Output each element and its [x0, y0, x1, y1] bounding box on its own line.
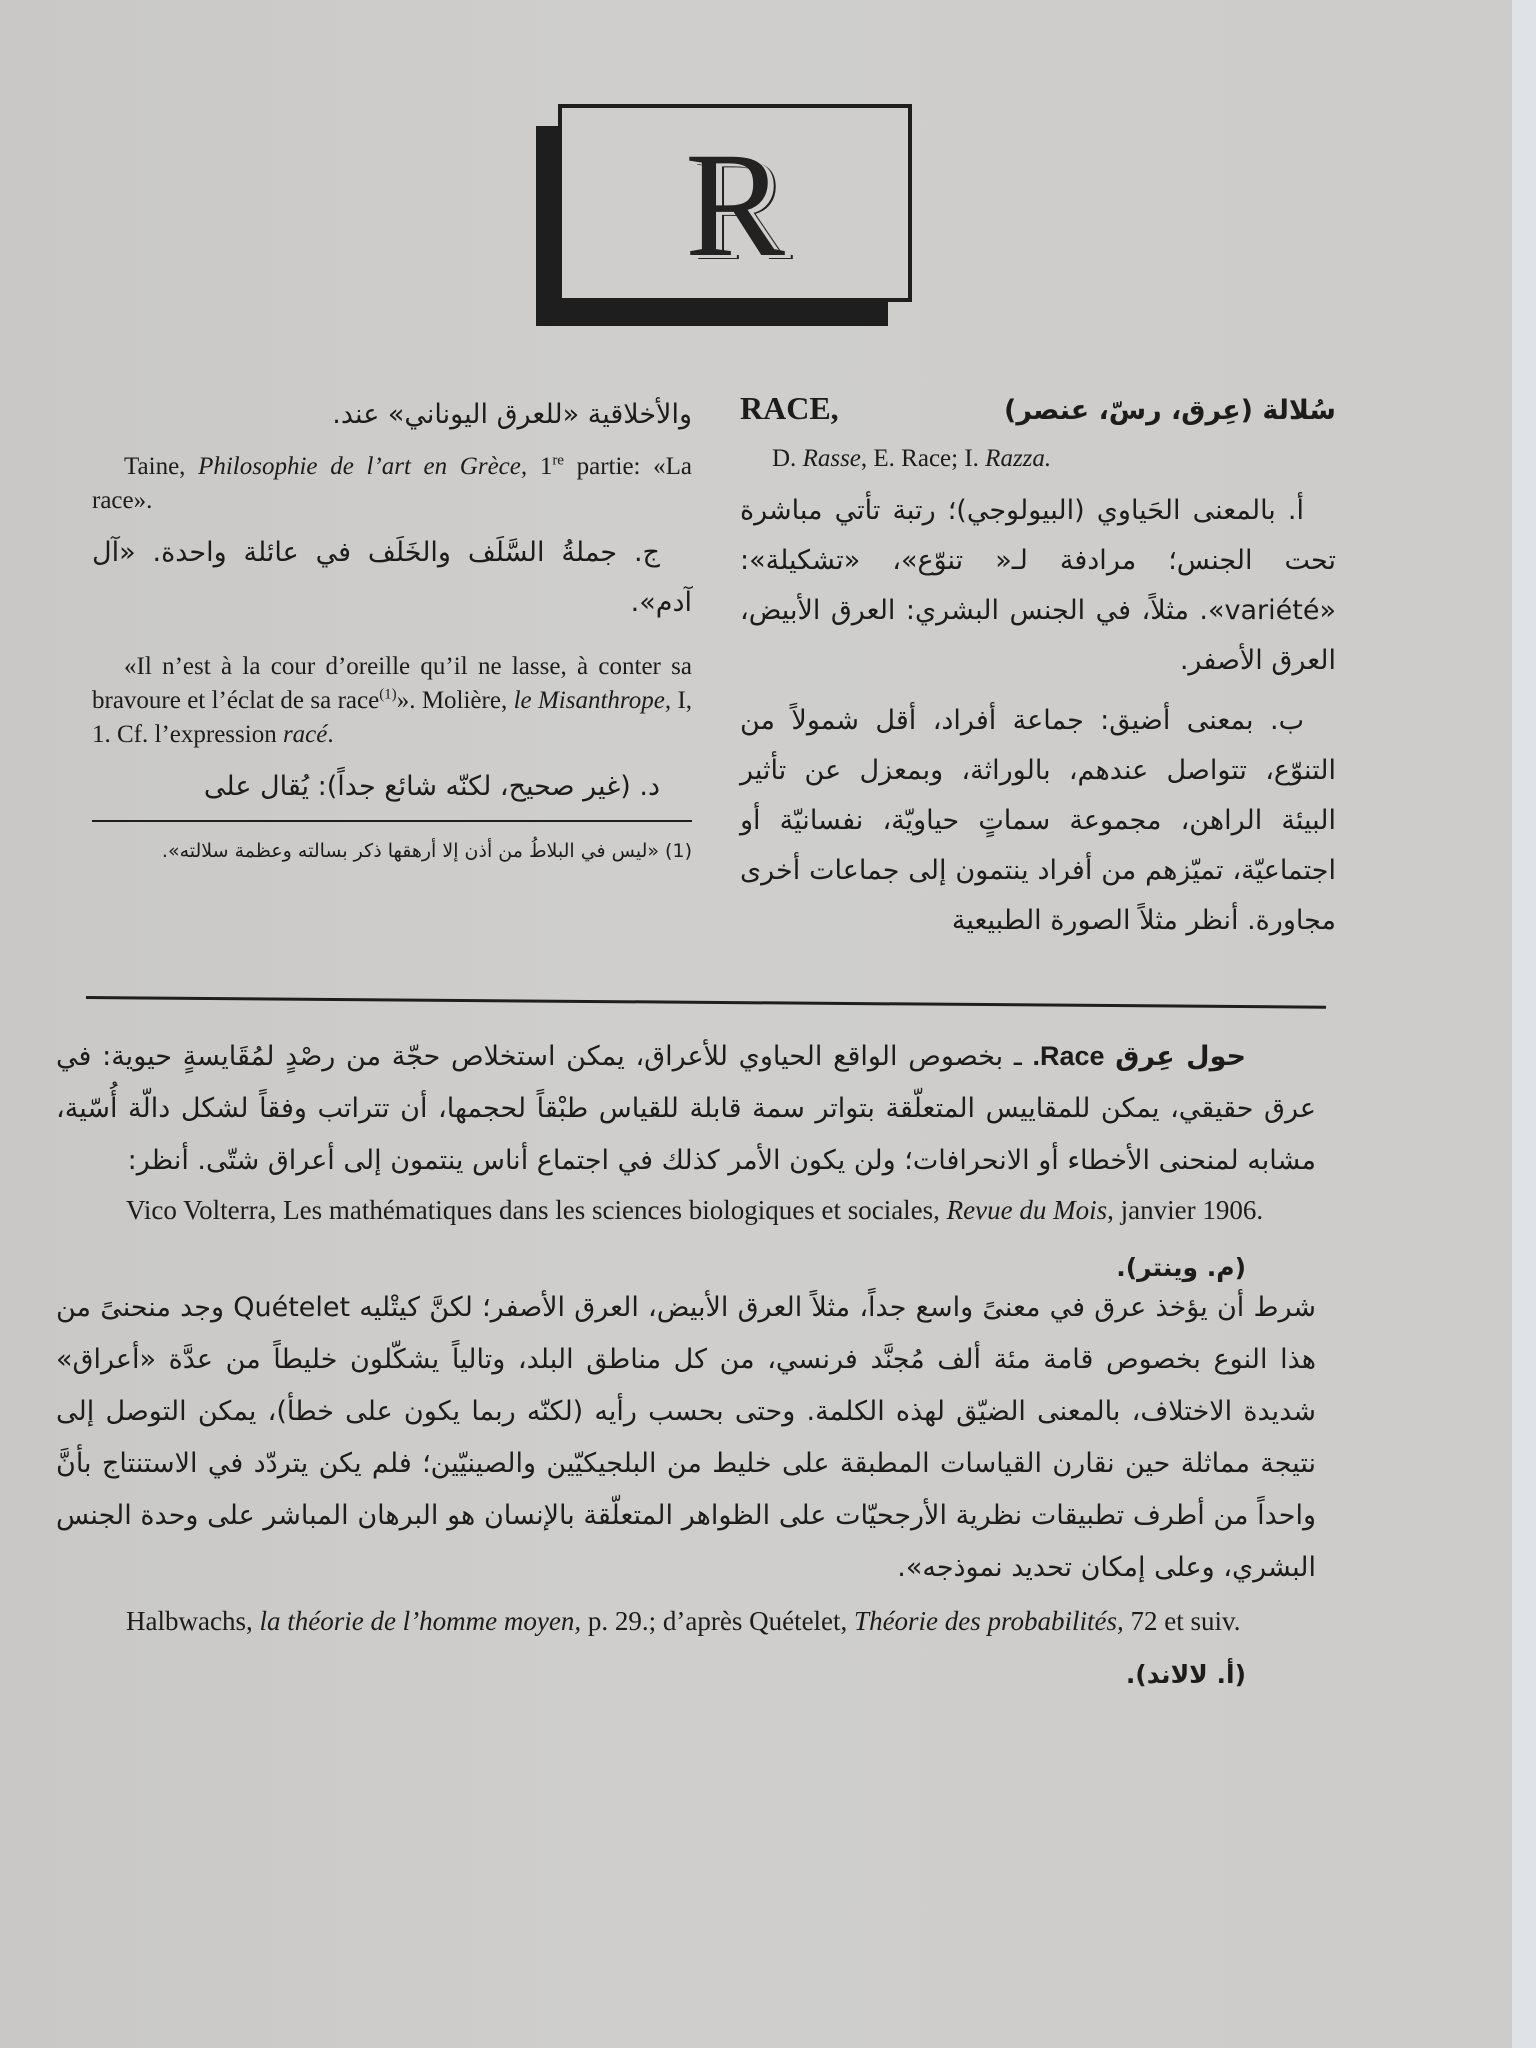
ref-end: 72 et suiv. [1130, 1606, 1241, 1636]
commentary-paragraph-2: شرط أن يؤخذ عرق في معنىً واسع جداً، مثلاً العرق الأبيض، العرق الأصفر؛ لكنَّ كيتْليه Quételet وجد منحنىً من هذا النوع بخصوص قامة مئة ألف مُجنَّد فرنسي، من كل مناطق البلد، وتالياً يشكّلون خليطاً من عدَّة «أعراق» شديدة الاختلاف، بالمعنى الضيّق لهذه الكلمة. وحتى بحسب رأيه (لكنّه ربما يكون على خطأ)، يمكن التوصل إلى نتيجة مماثلة حين نقارن القياسات المطبقة على خليط من البلجيكيّين والصينيّين؛ فلم يكن يتردّد في الاستنتاج بأنَّ واحداً من أطرف تطبيقات نظرية الأرجحيّات على الظواهر المتعلّقة بالإنسان هو البرهان المباشر على وحدة الجنس البشري، وعلى إمكان تحديد نموذجه». [56, 1292, 1316, 1583]
sense-d: د. (غير صحيح، لكنّه شائع جداً): يُقال على [203, 771, 660, 802]
quote-location: I, 1. Cf. l’expression [92, 687, 693, 748]
commentary-body-1: ـ بخصوص الواقع الحياوي للأعراق، يمكن استخلاص حجّة من رصْدٍ لمُقَايسةٍ حيوية: في عرق حقيقي، يمكن للمقاييس المتعلّقة بتواتر سمة قابلة للقياس طبْقاً لحجمها، أن تتراتب وفقاً لشكل دالّة أُسّية، مشابه لمنحنى الأخطاء أو الانحرافات؛ ولن يكون الأمر كذلك في اجتماع أناس ينتمون إلى أعراق شتّى. أنظر: [56, 1041, 1316, 1176]
footnote-1: (1) «ليس في البلاطُ من أذن إلا أرهقها ذكر بسالته وعظمة سلالته». [161, 840, 692, 862]
ref-part-sup: re [552, 452, 564, 469]
commentary-keyword-ar: حول عِرق [1115, 1041, 1246, 1072]
lang-english-label: E. [873, 445, 895, 472]
moliere-quote [92, 650, 692, 752]
halbwachs-reference [56, 1604, 1316, 1638]
ref-title: la théorie de l’homme moyen, [259, 1606, 582, 1636]
ref-author: Taine, [124, 453, 186, 480]
commentary-keyword-fr: Race. [1032, 1041, 1105, 1071]
ref-date: , janvier 1906. [1107, 1195, 1264, 1225]
lang-german-label: D. [772, 445, 797, 472]
volterra-reference [56, 1193, 1316, 1227]
lang-italian-value: Razza. [985, 445, 1052, 472]
ref-journal: Revue du Mois [946, 1195, 1108, 1225]
page-edge [1512, 0, 1536, 2048]
lang-german-value: Rasse [802, 445, 861, 472]
entry-arabic-title: سُلالة (عِرق، رسّ، عنصر) [1003, 395, 1336, 426]
sense-b: ب. بمعنى أضيق: جماعة أفراد، أقل شمولاً من التنوّع، تتواصل عندهم، بالوراثة، وبمعزل عن تأثير البيئة الراهن، مجموعة سماتٍ حياويّة، نفسانيّة أو اجتماعيّة، تميّزهم من أفراد ينتمون إلى جماعات أخرى مجاورة. أنظر مثلاً الصورة الطبيعية [740, 705, 1336, 936]
section-divider [86, 996, 1326, 1009]
taine-reference [92, 450, 692, 518]
ref-text: Vico Volterra, Les mathématiques dans les sciences biologiques et sociales, [126, 1195, 940, 1225]
commentary-section [56, 1030, 1316, 1689]
letter-header [536, 104, 912, 326]
ref-title: Philosophie de l’art en Grèce, [198, 453, 528, 480]
quote-word: racé [282, 721, 328, 748]
quote-work: le Misanthrope, [513, 687, 672, 714]
ref-middle: p. 29.; d’après Quételet, [587, 1606, 848, 1636]
signature-winter: (م. وينتر). [1116, 1253, 1246, 1282]
entry-translations: D. Rasse, E. Race; I. Razza. [772, 445, 1052, 472]
ref-title-2: Théorie des probabilités, [854, 1606, 1124, 1636]
quote-text: «Il n’est à la cour d’oreille qu’il ne lasse, à conter sa bravoure et l’éclat de sa race [92, 653, 692, 714]
footnote-divider [92, 820, 692, 822]
entry-column-left [92, 390, 692, 866]
entry-term: RACE, [740, 390, 839, 426]
ref-rest: partie: «La race». [92, 453, 693, 514]
quote-author: Molière, [421, 687, 508, 714]
sense-b-continued: والأخلاقية «للعرق اليوناني» عند. [332, 399, 692, 430]
lang-english-value: Race; [901, 445, 959, 472]
commentary-paragraph-1 [56, 1030, 1316, 1187]
entry-heading [740, 390, 1336, 442]
quote-end: ». [396, 687, 416, 714]
signature-lalande: (أ. لالاند). [1125, 1660, 1246, 1689]
footnote-marker[interactable]: (1) [379, 686, 397, 703]
quote-word-end: . [327, 721, 334, 748]
section-letter: R [684, 122, 786, 288]
sense-a: أ. بالمعنى الحَياوي (البيولوجي)؛ رتبة تأتي مباشرة تحت الجنس؛ مرادفة لـ« تنوّع»، «تشكيلة»: «variété». مثلاً، في الجنس البشري: العرق الأبيض، العرق الأصفر. [740, 495, 1336, 676]
entry-column-right [740, 390, 1336, 946]
lang-italian-label: I. [964, 445, 979, 472]
ref-author: Halbwachs, [126, 1606, 253, 1636]
sense-c: ج. جملةُ السَّلَف والخَلَف في عائلة واحدة. «آل آدم». [92, 537, 692, 618]
letter-box [558, 104, 912, 302]
ref-part: 1 [539, 453, 553, 480]
